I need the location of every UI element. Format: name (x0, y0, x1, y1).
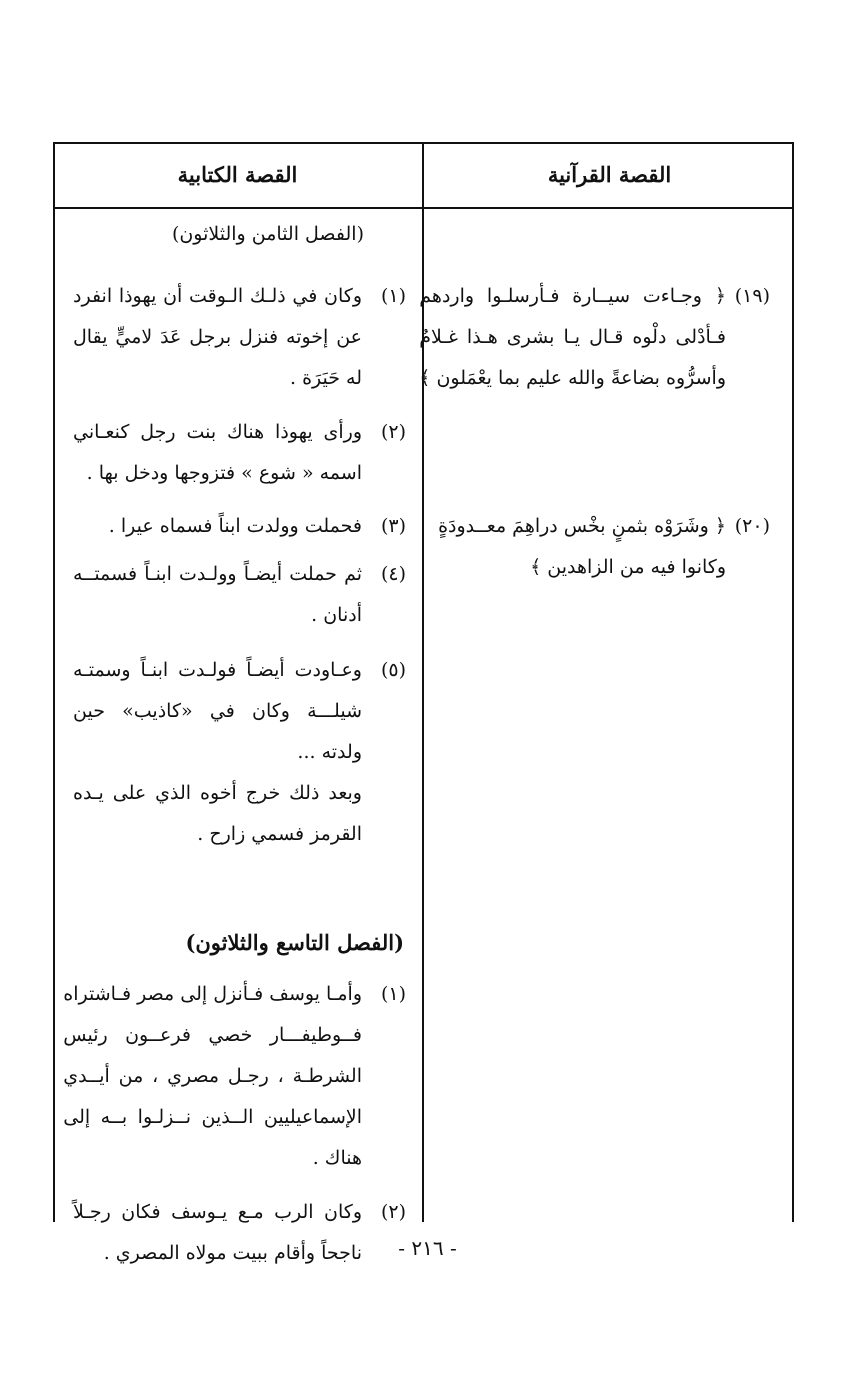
biblical-column (53, 208, 422, 1264)
verse-line: فــوطيفـــار خصي فرعــون رئيس (63, 1024, 362, 1046)
chapter-heading-39: (الفصل التاسع والثلاثون) (185, 930, 404, 955)
verse-line: وكان الرب مـع يـوسف فكان رجـلاً (73, 1201, 362, 1223)
quranic-verse-19 (419, 276, 770, 399)
verse-line: القرمز فسمي زارح . (197, 823, 362, 845)
verse-text (73, 412, 362, 494)
verse-line: الإسماعيليين الــذين نــزلـوا بــه إلى (63, 1106, 362, 1128)
verse-line: أدنان . (311, 604, 362, 626)
verse-text (63, 974, 362, 1179)
verse-number: (٣) (380, 515, 406, 537)
verse-line: وأسرُّوه بضاعةً والله عليم بما يعْمَلون ﴾ (419, 367, 726, 389)
biblical-column-header: القصة الكتابية (177, 162, 298, 187)
verse-line: ﴿ وجـاءت سيــارة فـأرسلـوا واردهم (419, 285, 726, 307)
verse-line: وبعد ذلك خرج أخوه الذي على يـده (73, 782, 362, 804)
verse-number: (١) (380, 983, 406, 1005)
biblical-verse-38-3 (73, 506, 406, 547)
verse-line: له حَيَرَة . (289, 367, 362, 389)
verse-number: (٥) (380, 659, 406, 681)
biblical-verse-38-2 (73, 412, 406, 494)
quranic-verse-20 (438, 506, 770, 588)
verse-number: (١) (380, 285, 406, 307)
page-number: - ٢١٦ - (398, 1236, 457, 1260)
verse-line: ناجحاً وأقام ببيت مولاه المصري . (103, 1242, 362, 1264)
verse-text (438, 506, 726, 588)
verse-line: ﴿ وشَرَوْه بثمنٍ بخْس دراهِمَ معــدودَةٍ (438, 515, 726, 537)
verse-line: ورأى يهوذا هناك بنت رجل كنعـاني (73, 421, 362, 443)
biblical-verse-38-4 (73, 554, 406, 636)
verse-line: وكانوا فيه من الزاهدين ﴾ (530, 556, 726, 578)
verse-number: (٢٠) (734, 515, 770, 537)
verse-line: فحملت وولدت ابناً فسماه عيرا . (108, 515, 362, 537)
verse-line: الشرطـة ، رجـل مصري ، من أيــدي (63, 1065, 362, 1087)
verse-line: فـأدْلى دلْوه قـال يـا بشرى هـذا غـلامٌ (419, 326, 726, 348)
biblical-verse-39-1 (63, 974, 406, 1179)
verse-number: (٢) (380, 1201, 406, 1223)
verse-line: وكان في ذلـك الـوقت أن يهوذا انفرد (73, 285, 362, 307)
verse-text (73, 1192, 362, 1274)
chapter-heading-38: (الفصل الثامن والثلاثون) (171, 223, 364, 245)
verse-number: (١٩) (734, 285, 770, 307)
verse-text (73, 554, 362, 636)
verse-number: (٤) (380, 563, 406, 585)
verse-text (73, 506, 362, 547)
verse-line: ولدته ... (297, 741, 362, 763)
verse-line: ثم حملت أيضـاً وولـدت ابنـاً فسمتــه (73, 563, 362, 585)
quranic-column (419, 208, 794, 1222)
verse-line: اسمه « شوع » فتزوجها ودخل بها . (86, 462, 362, 484)
biblical-verse-38-1 (73, 276, 406, 399)
quranic-column-header: القصة القرآنية (547, 162, 672, 187)
verse-line: وأمـا يوسف فـأنزل إلى مصر فـاشتراه (63, 983, 362, 1005)
verse-text (73, 276, 362, 399)
verse-line: شيلـــة وكان في «كاذيب» حين (73, 700, 362, 722)
verse-text (419, 276, 726, 399)
biblical-verse-39-2 (73, 1192, 406, 1274)
verse-line: وعـاودت أيضـاً فولـدت ابنـاً وسمتـه (73, 659, 362, 681)
verse-text (73, 650, 362, 855)
verse-line: عن إخوته فنزل برجل عَدَ لاميٍّ يقال (73, 326, 362, 348)
verse-line: هناك . (312, 1147, 362, 1169)
verse-number: (٢) (380, 421, 406, 443)
biblical-verse-38-5 (73, 650, 406, 855)
